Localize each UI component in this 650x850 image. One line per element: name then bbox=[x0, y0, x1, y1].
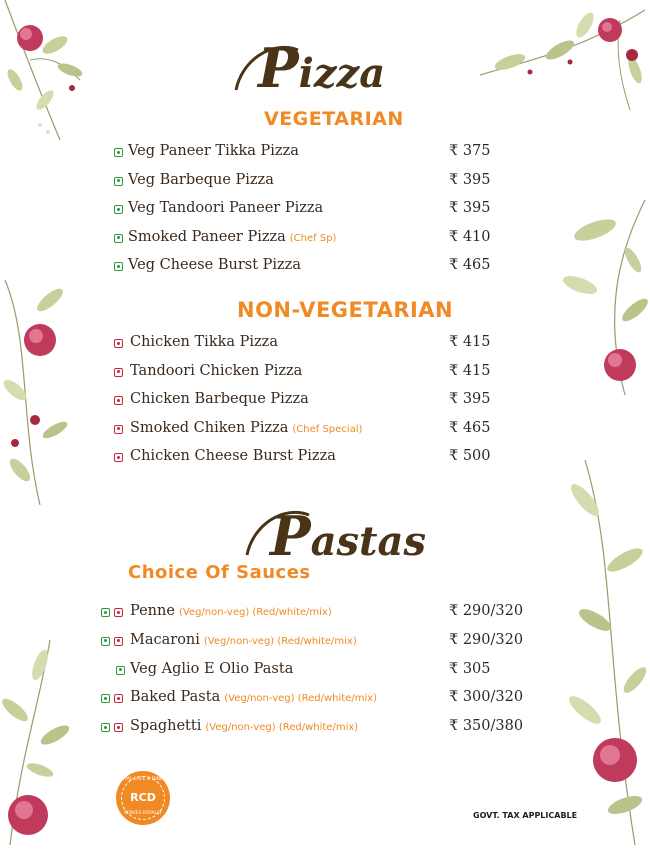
menu-item-price: ₹ 395 bbox=[449, 200, 491, 216]
menu-item-name-text: Chicken Cheese Burst Pizza bbox=[130, 448, 336, 464]
nonveg-mark-icon bbox=[114, 637, 123, 646]
logo-monogram: RCD bbox=[130, 791, 156, 804]
menu-item-row bbox=[0, 334, 650, 356]
menu-item-name-text: Veg Tandoori Paneer Pizza bbox=[128, 200, 324, 216]
veg-mark-icon bbox=[101, 694, 110, 703]
menu-item-row bbox=[0, 257, 650, 279]
menu-item-price: ₹ 410 bbox=[449, 228, 491, 245]
menu-item-price: ₹ 375 bbox=[449, 143, 491, 159]
veg-mark-icon bbox=[101, 723, 110, 732]
menu-item-name bbox=[130, 689, 377, 705]
menu-item-price: ₹ 290/320 bbox=[449, 631, 524, 648]
menu-item-price: ₹ 305 bbox=[449, 660, 491, 677]
menu-item-name-text: Tandoori Chicken Pizza bbox=[130, 362, 303, 379]
menu-item-row bbox=[0, 200, 650, 222]
menu-item-note: (Veg/non-veg) (Red/white/mix) bbox=[178, 607, 332, 618]
menu-item-note: (Chef Sp) bbox=[289, 232, 337, 244]
menu-item-price: ₹ 300/320 bbox=[449, 689, 524, 706]
nonveg-mark-icon bbox=[114, 368, 123, 377]
pastas-title-rest: astas bbox=[310, 518, 426, 565]
nonveg-mark-icon bbox=[114, 425, 123, 434]
menu-item-name-text: Macaroni bbox=[130, 631, 200, 648]
menu-item-row bbox=[0, 172, 650, 194]
nonveg-mark-icon bbox=[114, 694, 123, 703]
menu-item-row bbox=[0, 661, 650, 683]
menu-item-name bbox=[128, 143, 299, 159]
nonveg-mark-icon bbox=[114, 453, 123, 462]
menu-item-name bbox=[130, 632, 357, 648]
tax-note: GOVT. TAX APPLICABLE bbox=[473, 811, 578, 820]
menu-item-note: (Veg/non-veg) (Red/white/mix) bbox=[203, 635, 357, 647]
vegetarian-heading: VEGETARIAN bbox=[264, 108, 404, 130]
menu-item-name-text: Penne bbox=[130, 603, 175, 619]
menu-item-row bbox=[0, 689, 650, 711]
menu-item-name bbox=[128, 257, 301, 273]
menu-item-row bbox=[0, 391, 650, 413]
menu-item-price: ₹ 500 bbox=[449, 448, 491, 464]
veg-mark-icon bbox=[114, 177, 123, 186]
menu-item-name-text: Veg Cheese Burst Pizza bbox=[128, 257, 301, 273]
restaurant-logo bbox=[116, 771, 170, 825]
menu-item-price: ₹ 350/380 bbox=[449, 718, 524, 735]
menu-item-row bbox=[0, 718, 650, 740]
menu-item-price: ₹ 290/320 bbox=[449, 603, 524, 619]
floral-top-right-decoration bbox=[470, 0, 650, 120]
menu-item-name-text: Chicken Tikka Pizza bbox=[130, 334, 278, 350]
menu-item-name bbox=[128, 200, 323, 216]
menu-item-note: (Veg/non-veg) (Red/white/mix) bbox=[205, 722, 359, 734]
choice-of-sauces-heading: Choice Of Sauces bbox=[128, 562, 311, 583]
menu-item-name-text: Chicken Barbeque Pizza bbox=[130, 391, 309, 407]
menu-item-name-text: Baked Pasta bbox=[130, 689, 221, 706]
menu-item-name bbox=[130, 661, 293, 677]
veg-mark-icon bbox=[114, 205, 123, 214]
menu-item-price: ₹ 395 bbox=[449, 171, 491, 188]
menu-item-row bbox=[0, 420, 650, 442]
veg-mark-icon bbox=[114, 234, 123, 243]
menu-item-price: ₹ 465 bbox=[449, 257, 491, 273]
menu-item-name bbox=[130, 420, 362, 436]
veg-mark-icon bbox=[101, 608, 110, 617]
menu-item-row bbox=[0, 632, 650, 654]
menu-item-row bbox=[0, 229, 650, 251]
menu-item-name bbox=[130, 448, 336, 464]
veg-mark-icon bbox=[101, 637, 110, 646]
pastas-title-initial: P bbox=[270, 504, 311, 568]
veg-mark-icon bbox=[116, 666, 125, 675]
menu-item-name-text: Veg Aglio E Olio Pasta bbox=[130, 660, 294, 677]
veg-mark-icon bbox=[114, 148, 123, 157]
pizza-title-swash bbox=[232, 40, 302, 96]
nonveg-mark-icon bbox=[114, 339, 123, 348]
logo-top-text: ROYAL CAFE & DINING bbox=[117, 777, 169, 782]
menu-item-name-text: Smoked Chiken Pizza bbox=[130, 419, 289, 436]
menu-item-name-text: Smoked Paneer Pizza bbox=[128, 228, 286, 245]
menu-item-price: ₹ 415 bbox=[449, 334, 491, 350]
menu-item-name bbox=[128, 229, 336, 245]
menu-item-name bbox=[128, 172, 274, 188]
menu-item-row bbox=[0, 143, 650, 165]
pizza-title-rest: izza bbox=[298, 50, 386, 97]
menu-item-name bbox=[130, 603, 332, 619]
pastas-title-swash bbox=[243, 505, 313, 561]
menu-item-name-text: Veg Paneer Tikka Pizza bbox=[128, 143, 299, 159]
menu-item-row bbox=[0, 363, 650, 385]
floral-right-bottom-decoration bbox=[555, 460, 650, 850]
menu-item-name bbox=[130, 718, 358, 734]
menu-item-price: ₹ 415 bbox=[449, 362, 491, 379]
menu-item-price: ₹ 465 bbox=[449, 419, 491, 436]
menu-item-row bbox=[0, 603, 650, 625]
nonveg-mark-icon bbox=[114, 396, 123, 405]
non-vegetarian-heading: NON-VEGETARIAN bbox=[237, 298, 454, 322]
menu-item-name bbox=[130, 391, 309, 407]
menu-item-note: (Chef Special) bbox=[292, 423, 363, 435]
veg-mark-icon bbox=[114, 262, 123, 271]
menu-item-note: (Veg/non-veg) (Red/white/mix) bbox=[224, 693, 378, 705]
nonveg-mark-icon bbox=[114, 608, 123, 617]
logo-bottom-text: SERVES ROYALLY bbox=[124, 811, 162, 816]
floral-top-left-decoration bbox=[0, 0, 110, 150]
menu-item-price: ₹ 395 bbox=[449, 391, 491, 407]
menu-item-row bbox=[0, 448, 650, 470]
menu-item-name bbox=[130, 334, 278, 350]
pizza-title-initial: P bbox=[258, 36, 299, 100]
menu-item-name-text: Veg Barbeque Pizza bbox=[128, 171, 274, 188]
nonveg-mark-icon bbox=[114, 723, 123, 732]
menu-item-name-text: Spaghetti bbox=[130, 718, 202, 735]
menu-item-name bbox=[130, 363, 302, 379]
